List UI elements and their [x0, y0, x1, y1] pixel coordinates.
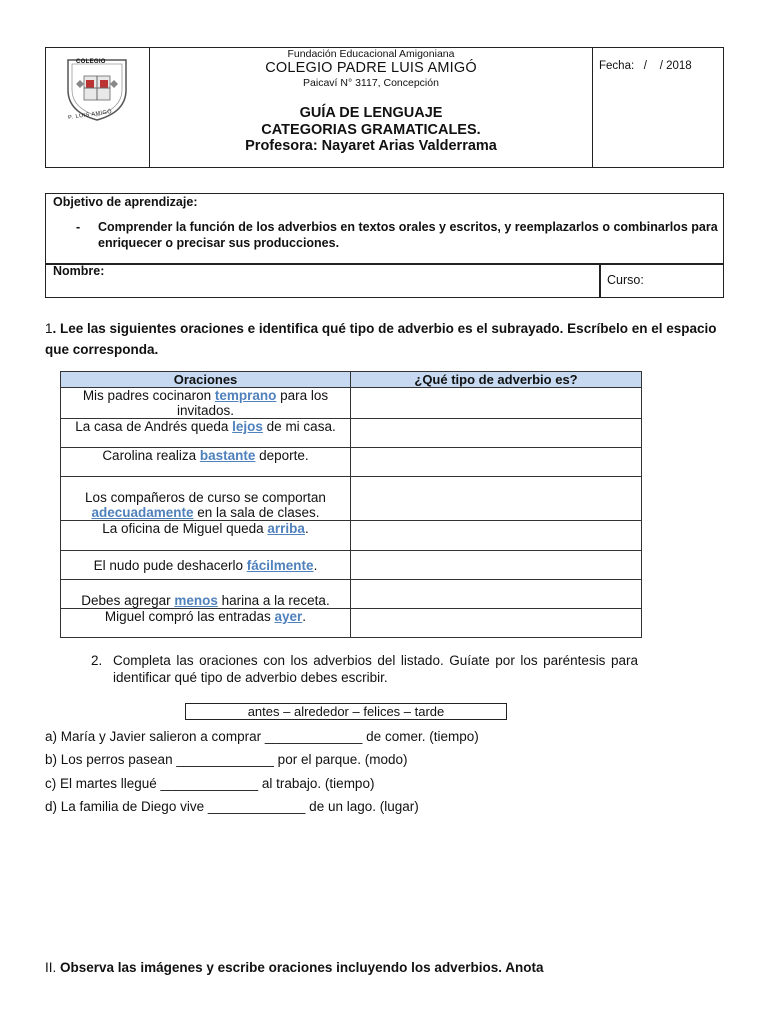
- table-header-row: [61, 372, 642, 388]
- adverb-word: menos: [174, 593, 218, 608]
- date-cell: [593, 48, 723, 167]
- title-cell: [150, 48, 593, 167]
- sentence-text: deporte.: [255, 448, 309, 463]
- sentence-text: para los invitados.: [176, 388, 329, 418]
- sentence-cell: [61, 580, 351, 609]
- question-2-number: 2.: [91, 653, 103, 668]
- objective-bullet: -: [76, 220, 81, 234]
- answer-cell[interactable]: [351, 580, 642, 609]
- sentence-text: harina a la receta.: [217, 593, 330, 608]
- word-list-box: antes – alrededor – felices – tarde: [185, 703, 507, 720]
- question-1-text: . Lee las siguientes oraciones e identifica qué tipo de adverbio es el subrayado. Escríbelo en el espacio que corresponda.: [45, 321, 717, 357]
- sentence-text: en la sala de clases.: [193, 505, 320, 520]
- guide-title: GUÍA DE LENGUAJE: [299, 105, 443, 121]
- adverb-word: adecuadamente: [91, 505, 194, 520]
- header-box: [45, 47, 724, 168]
- table-row: [61, 388, 642, 419]
- date-field[interactable]: Fecha: / / 2018: [599, 60, 692, 72]
- answer-cell[interactable]: [351, 477, 642, 521]
- sentence-text: .: [304, 521, 309, 536]
- sentence-cell: [61, 551, 351, 580]
- table-row: [61, 477, 642, 521]
- column-header-adverb-type: ¿Qué tipo de adverbio es?: [351, 372, 642, 388]
- column-header-sentences: Oraciones: [61, 372, 351, 388]
- answer-cell[interactable]: [351, 551, 642, 580]
- course-label: Curso:: [607, 273, 644, 287]
- answer-cell[interactable]: [351, 609, 642, 638]
- sentence-text: Debes agregar: [81, 593, 175, 608]
- sentence-text: La casa de Andrés queda: [75, 419, 233, 434]
- sentence-text: Miguel compró las entradas: [104, 609, 275, 624]
- fill-sentence-c[interactable]: c) El martes llegué _____________ al trabajo. (tiempo): [45, 776, 375, 791]
- section-2-number: II.: [45, 960, 57, 975]
- sentence-cell: [61, 448, 351, 477]
- table-row: [61, 448, 642, 477]
- fill-sentence-d[interactable]: d) La familia de Diego vive _____________ de un lago. (lugar): [45, 799, 419, 814]
- section-2-text: Observa las imágenes y escribe oraciones incluyendo los adverbios. Anota: [56, 960, 544, 975]
- sentence-cell: [61, 388, 351, 419]
- section-2: [45, 960, 543, 975]
- fill-sentence-a[interactable]: a) María y Javier salieron a comprar _____________ de comer. (tiempo): [45, 729, 479, 744]
- fill-sentence-b[interactable]: b) Los perros pasean _____________ por el parque. (modo): [45, 752, 408, 767]
- foundation-name: Fundación Educacional Amigoniana: [287, 48, 455, 60]
- divider: [46, 263, 723, 265]
- logo-text-top: COLEGIO: [76, 59, 106, 65]
- objective-box: [45, 193, 724, 298]
- adverb-word: lejos: [232, 419, 263, 434]
- table-row: [61, 580, 642, 609]
- name-label: Nombre:: [53, 264, 105, 278]
- sentence-text: de mi casa.: [262, 419, 336, 434]
- question-2-text: Completa las oraciones con los adverbios del listado. Guíate por los paréntesis para identificar qué tipo de adverbio debes escribir.: [113, 653, 638, 685]
- table-row: [61, 551, 642, 580]
- adverb-word: ayer: [274, 609, 303, 624]
- school-address: Paicaví N° 3117, Concepción: [303, 77, 439, 89]
- adverb-word: bastante: [199, 448, 256, 463]
- table-row: [61, 521, 642, 551]
- sentence-cell: [61, 477, 351, 521]
- logo-text-bottom: P. LUIS AMIGÓ: [67, 108, 113, 122]
- sentence-cell: [61, 609, 351, 638]
- sentence-text: .: [313, 557, 318, 573]
- sentence-text: Mis padres cocinaron: [82, 388, 215, 403]
- sentence-text: La oficina de Miguel queda: [102, 521, 268, 536]
- objective-text: Comprender la función de los adverbios en textos orales y escritos, y reemplazarlos o combinarlos para enriquecer o precisar sus producciones.: [98, 220, 718, 250]
- adverb-table: [60, 371, 642, 638]
- sentence-text: Los compañeros de curso se comportan: [85, 490, 326, 505]
- table-row: [61, 609, 642, 638]
- answer-cell[interactable]: [351, 521, 642, 551]
- objective-title: Objetivo de aprendizaje:: [53, 195, 198, 209]
- answer-cell[interactable]: [351, 419, 642, 448]
- answer-cell[interactable]: [351, 448, 642, 477]
- adverb-word: fácilmente: [246, 557, 314, 573]
- answer-cell[interactable]: [351, 388, 642, 419]
- school-name: COLEGIO PADRE LUIS AMIGÓ: [265, 60, 477, 76]
- teacher-name: Profesora: Nayaret Arias Valderrama: [245, 138, 497, 154]
- adverb-word: temprano: [214, 388, 277, 403]
- adverb-word: arriba: [267, 521, 305, 536]
- sentence-cell: [61, 521, 351, 551]
- question-1-number: 1: [45, 321, 53, 336]
- sentence-cell: [61, 419, 351, 448]
- sentence-text: El nudo pude deshacerlo: [93, 557, 247, 573]
- guide-subtitle: CATEGORIAS GRAMATICALES.: [261, 122, 481, 138]
- sentence-text: .: [302, 609, 307, 624]
- logo-cell: [46, 48, 150, 167]
- table-row: [61, 419, 642, 448]
- question-2: [92, 652, 638, 686]
- question-1: [45, 318, 725, 360]
- sentence-text: Carolina realiza: [102, 448, 200, 463]
- divider: [599, 265, 601, 297]
